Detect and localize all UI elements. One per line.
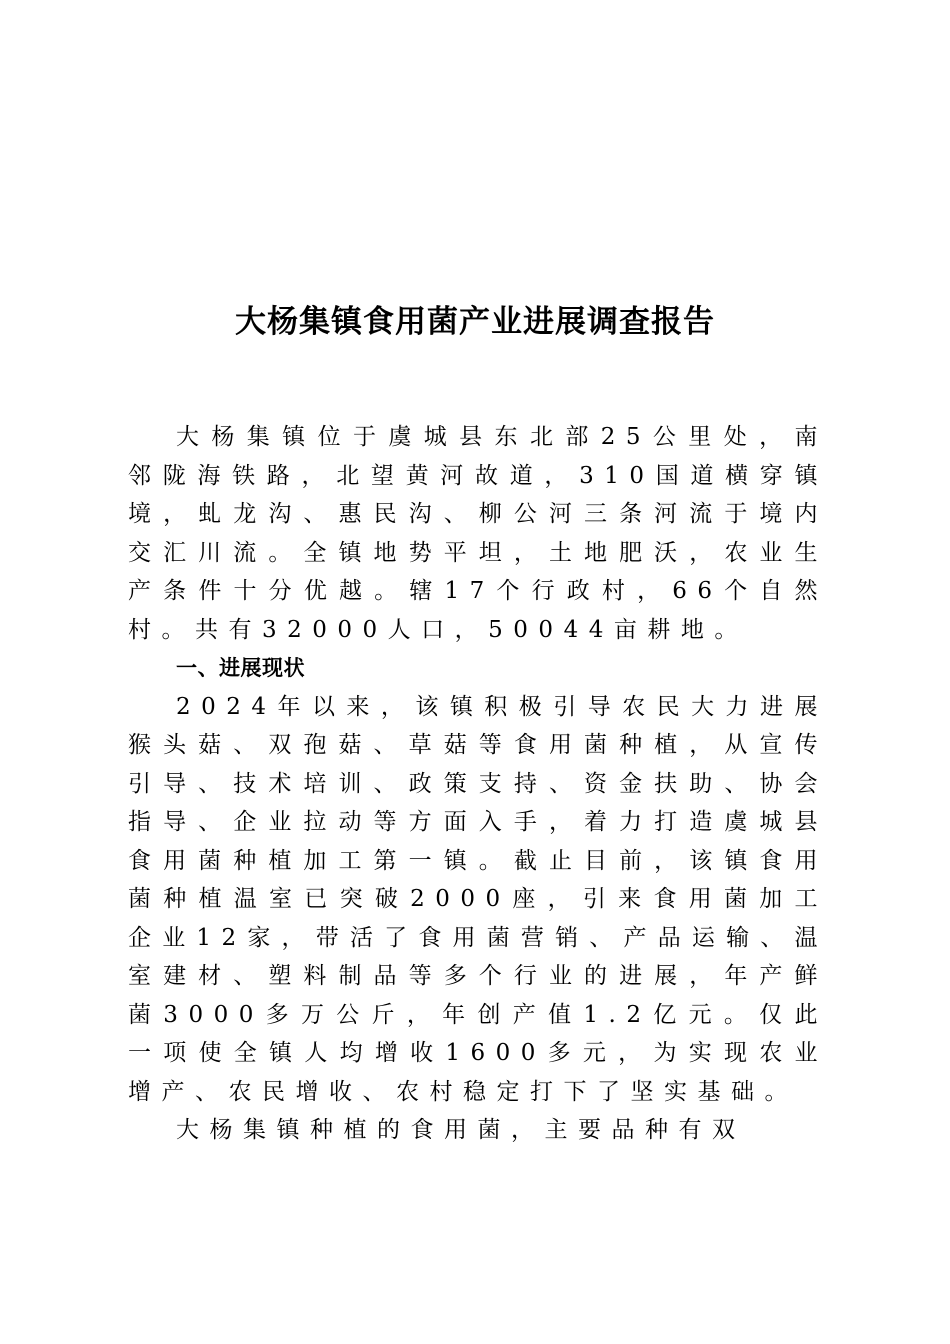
document-body [128,418,828,1150]
status-paragraph-1: 2024年以来，该镇积极引导农民大力进展猴头菇、双孢菇、草菇等食用菌种植，从宣传引导、技术培训、政策支持、资金扶助、协会指导、企业拉动等方面入手，着力打造虞城县食用菌种植加工第一镇。截止目前，该镇食用菌种植温室已突破2000座，引来食用菌加工企业12家，带活了食用菌营销、产品运输、温室建材、塑料制品等多个行业的进展，年产鲜菌3000多万公斤，年创产值1.2亿元。仅此一项使全镇人均增收1600多元，为实现农业增产、农民增收、农村稳定打下了坚实基础。 [128,693,828,1105]
section-heading-status: 一、进展现状 [176,656,305,680]
document-title: 大杨集镇食用菌产业进展调查报告 [235,304,715,340]
status-paragraph-2: 大杨集镇种植的食用菌，主要品种有双 [176,1117,746,1143]
intro-paragraph: 大杨集镇位于虞城县东北部25公里处，南邻陇海铁路，北望黄河故道，310国道横穿镇境，虬龙沟、惠民沟、柳公河三条河流于境内交汇川流。全镇地势平坦，土地肥沃，农业生产条件十分优越。辖17个行政村，66个自然村。共有32000人口，50044亩耕地。 [128,424,828,643]
